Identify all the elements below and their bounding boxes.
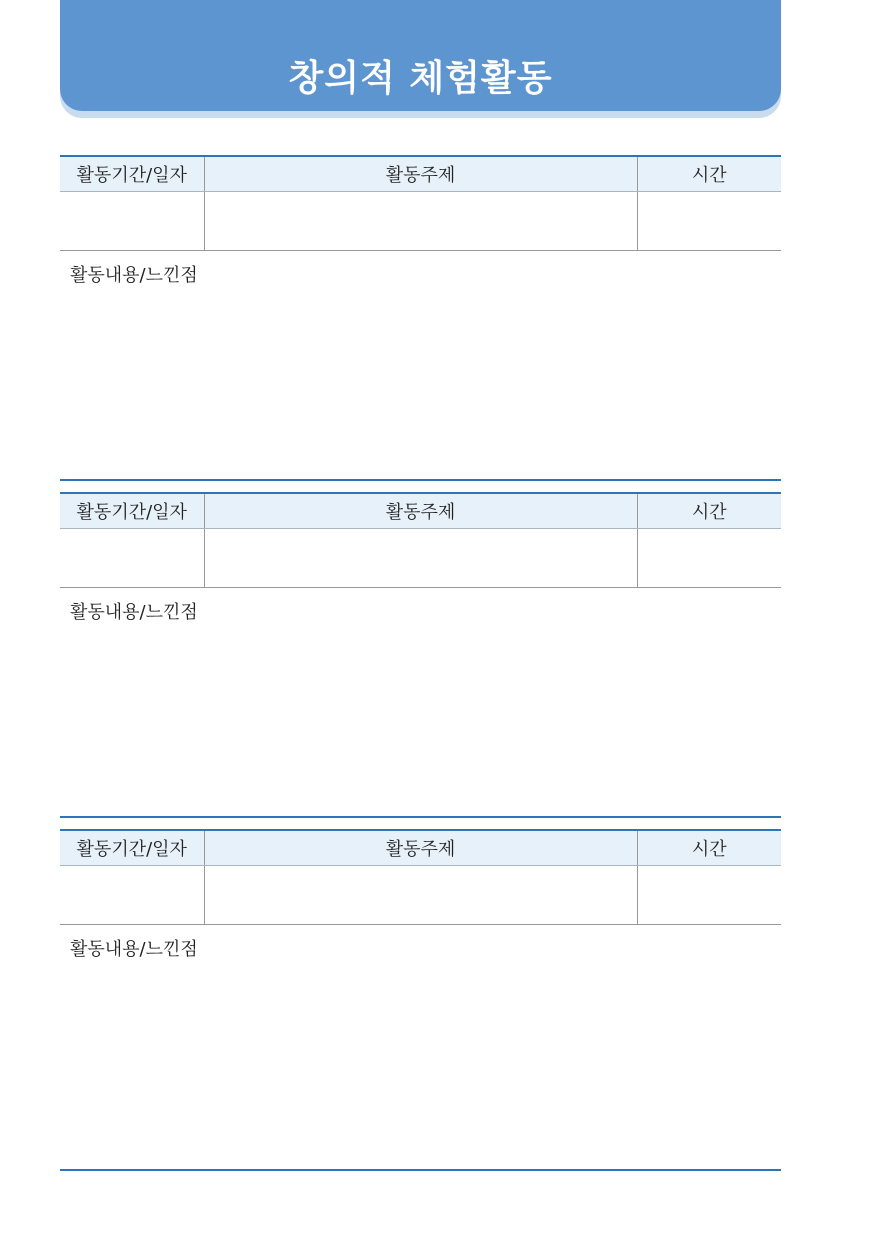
time-header: 시간 <box>637 493 781 529</box>
activity-section-2 <box>60 492 781 623</box>
theme-field[interactable] <box>204 866 637 925</box>
period-header: 활동기간/일자 <box>60 493 204 529</box>
theme-header: 활동주제 <box>204 830 637 866</box>
content-label: 활동내용/느낀점 <box>70 602 198 623</box>
page-title: 창의적 체험활동 <box>288 58 553 99</box>
theme-header: 활동주제 <box>204 493 637 529</box>
section-divider <box>60 479 781 481</box>
content-label: 활동내용/느낀점 <box>70 265 198 286</box>
bottom-divider <box>60 1169 781 1171</box>
theme-header: 활동주제 <box>204 156 637 192</box>
section-divider <box>60 816 781 818</box>
period-header: 활동기간/일자 <box>60 830 204 866</box>
activity-table <box>60 155 781 251</box>
period-field[interactable] <box>60 192 204 251</box>
activity-table <box>60 829 781 925</box>
activity-section-1 <box>60 155 781 286</box>
time-header: 시간 <box>637 156 781 192</box>
period-field[interactable] <box>60 529 204 588</box>
time-field[interactable] <box>637 192 781 251</box>
period-header: 활동기간/일자 <box>60 156 204 192</box>
activity-table <box>60 492 781 588</box>
content-area[interactable] <box>60 965 781 1155</box>
time-header: 시간 <box>637 830 781 866</box>
period-field[interactable] <box>60 866 204 925</box>
theme-field[interactable] <box>204 192 637 251</box>
time-field[interactable] <box>637 529 781 588</box>
content-area[interactable] <box>60 628 781 818</box>
content-area[interactable] <box>60 291 781 481</box>
content-label: 활동내용/느낀점 <box>70 939 198 960</box>
activity-section-3 <box>60 829 781 960</box>
title-banner <box>60 0 781 111</box>
time-field[interactable] <box>637 866 781 925</box>
theme-field[interactable] <box>204 529 637 588</box>
